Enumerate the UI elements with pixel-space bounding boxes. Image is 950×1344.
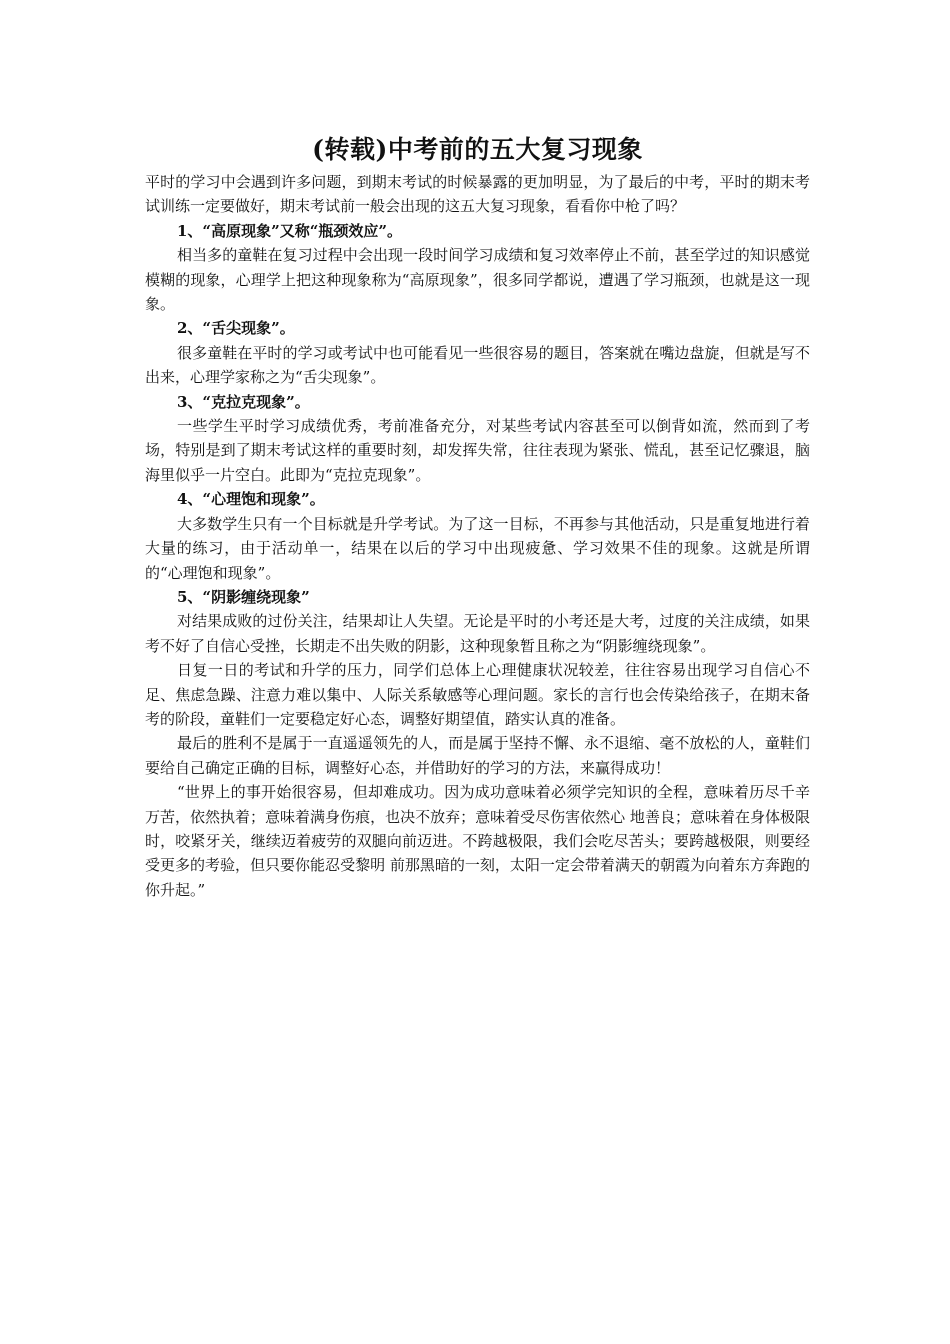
- closing-paragraph-1: 日复一日的考试和升学的压力，同学们总体上心理健康状况较差，往往容易出现学习自信心不足、焦虑急躁、注意力难以集中、人际关系敏感等心理问题。家长的言行也会传染给孩子，在期末备考的阶段，童鞋们一定要稳定好心态，调整好期望值，踏实认真的准备。: [145, 661, 810, 728]
- section-body-4: 大多数学生只有一个目标就是升学考试。为了这一目标，不再参与其他活动，只是重复地进行着大量的练习，由于活动单一，结果在以后的学习中出现疲惫、学习效果不佳的现象。这就是所谓的“心理饱和现象”。: [145, 514, 810, 582]
- section-body-1: 相当多的童鞋在复习过程中会出现一段时间学习成绩和复习效率停止不前，甚至学过的知识感觉模糊的现象，心理学上把这种现象称为“高原现象”，很多同学都说，遭遇了学习瓶颈，也就是这一现象。: [145, 246, 810, 314]
- section-heading-3: 3、“克拉克现象”。: [177, 392, 310, 411]
- section-heading-4: 4、“心理饱和现象”。: [177, 490, 325, 509]
- section-heading-5: 5、“阴影缠绕现象”: [177, 587, 310, 606]
- section-body-3: 一些学生平时学习成绩优秀，考前准备充分，对某些考试内容甚至可以倒背如流，然而到了考场，特别是到了期末考试这样的重要时刻，却发挥失常，往往表现为紧张、慌乱，甚至记忆骤退，脑海里似乎一片空白。此即为“克拉克现象”。: [145, 417, 810, 484]
- document-body: [145, 130, 810, 902]
- closing-quote-paragraph: “世界上的事开始很容易，但却难成功。因为成功意味着必须学完知识的全程，意味着历尽千辛万苦，依然执着；意味着满身伤痕，也决不放弃；意味着受尽伤害依然心 地善良；意味着在身体极限时，咬紧牙关，继续迈着疲劳的双腿向前迈进。不跨越极限，我们会吃尽苦头；要跨越极限，则要经受更多的考验，但只要你能忍受黎明 前那黑暗的一刻，太阳一定会带着满天的朝霞为向着东方奔跑的你升起。”: [145, 783, 810, 899]
- document-title: (转载)中考前的五大复习现象: [312, 135, 643, 164]
- section-heading-1: 1、“高原现象”又称“瓶颈效应”。: [177, 221, 402, 240]
- intro-paragraph: 平时的学习中会遇到许多问题，到期末考试的时候暴露的更加明显，为了最后的中考，平时的期末考试训练一定要做好，期末考试前一般会出现的这五大复习现象，看看你中枪了吗？: [145, 173, 810, 216]
- closing-paragraph-2: 最后的胜利不是属于一直遥遥领先的人，而是属于坚持不懈、永不退缩、毫不放松的人，童鞋们要给自己确定正确的目标，调整好心态，并借助好的学习的方法，来赢得成功！: [145, 734, 810, 777]
- section-body-2: 很多童鞋在平时的学习或考试中也可能看见一些很容易的题目，答案就在嘴边盘旋，但就是写不出来，心理学家称之为“舌尖现象”。: [145, 343, 810, 387]
- section-heading-2: 2、“舌尖现象”。: [177, 319, 295, 338]
- section-body-5: 对结果成败的过份关注，结果却让人失望。无论是平时的小考还是大考，过度的关注成绩，如果考不好了自信心受挫，长期走不出失败的阴影，这种现象暂且称之为“阴影缠绕现象”。: [145, 612, 810, 655]
